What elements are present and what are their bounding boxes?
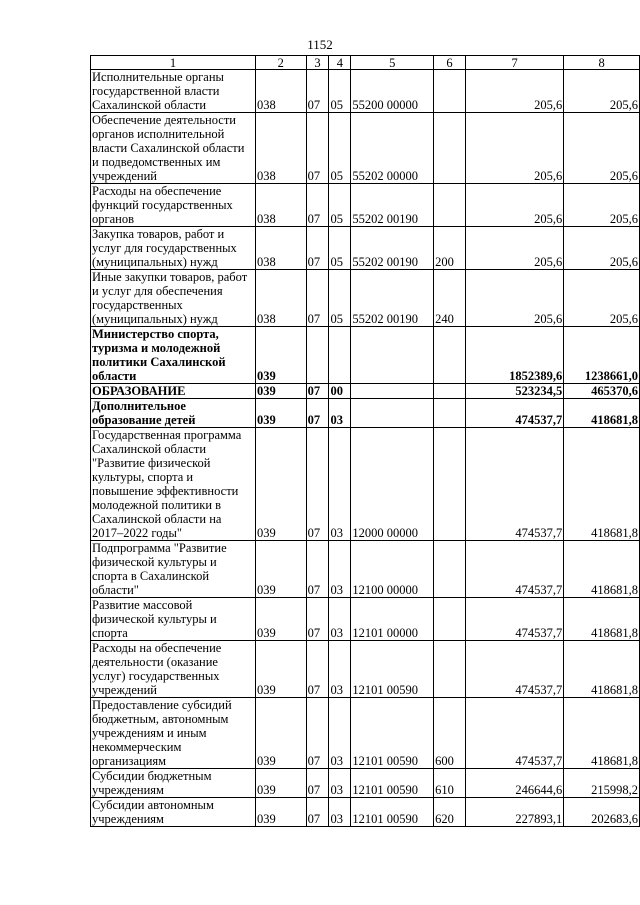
cell-name: Расходы на обеспечение деятельности (оказание услуг) государственных учреждений [91, 641, 256, 698]
cell-gr: 039 [256, 798, 307, 827]
header-cell: 7 [465, 56, 563, 70]
cell-csr [351, 327, 434, 384]
cell-rz: 07 [306, 541, 329, 598]
cell-name: Подпрограмма "Развитие физической культуры и спорта в Сахалинской области" [91, 541, 256, 598]
cell-sum-1: 246644,6 [465, 769, 563, 798]
cell-sum-1: 205,6 [465, 270, 563, 327]
cell-vr [434, 384, 466, 399]
cell-vr [434, 541, 466, 598]
cell-pr: 05 [329, 70, 351, 113]
table-row [91, 227, 640, 270]
cell-pr: 05 [329, 184, 351, 227]
cell-csr: 12101 00590 [351, 641, 434, 698]
table-body [91, 70, 640, 827]
cell-sum-2: 205,6 [564, 270, 640, 327]
cell-csr: 12101 00000 [351, 598, 434, 641]
cell-vr [434, 113, 466, 184]
cell-sum-2: 205,6 [564, 70, 640, 113]
cell-name: Министерство спорта, туризма и молодежной политики Сахалинской области [91, 327, 256, 384]
header-cell: 5 [351, 56, 434, 70]
cell-rz: 07 [306, 70, 329, 113]
cell-gr: 038 [256, 113, 307, 184]
cell-name: Развитие массовой физической культуры и спорта [91, 598, 256, 641]
table-row [91, 270, 640, 327]
cell-sum-1: 205,6 [465, 113, 563, 184]
cell-rz [306, 327, 329, 384]
cell-pr: 03 [329, 399, 351, 428]
cell-gr: 039 [256, 598, 307, 641]
cell-csr: 12100 00000 [351, 541, 434, 598]
cell-rz: 07 [306, 384, 329, 399]
cell-vr: 240 [434, 270, 466, 327]
cell-csr: 55202 00190 [351, 270, 434, 327]
cell-gr: 039 [256, 399, 307, 428]
cell-gr: 038 [256, 270, 307, 327]
table-row [91, 184, 640, 227]
table-row [91, 70, 640, 113]
cell-name: Закупка товаров, работ и услуг для государственных (муниципальных) нужд [91, 227, 256, 270]
table-row [91, 769, 640, 798]
cell-pr: 03 [329, 598, 351, 641]
cell-csr: 12101 00590 [351, 798, 434, 827]
cell-name: Субсидии автономным учреждениям [91, 798, 256, 827]
cell-gr: 039 [256, 541, 307, 598]
table-row [91, 113, 640, 184]
cell-pr: 03 [329, 769, 351, 798]
cell-vr [434, 70, 466, 113]
cell-gr: 039 [256, 641, 307, 698]
cell-sum-1: 227893,1 [465, 798, 563, 827]
cell-name: ОБРАЗОВАНИЕ [91, 384, 256, 399]
cell-sum-1: 474537,7 [465, 399, 563, 428]
header-row [91, 56, 640, 70]
cell-rz: 07 [306, 113, 329, 184]
cell-vr [434, 327, 466, 384]
cell-sum-1: 474537,7 [465, 598, 563, 641]
page-number: 1152 [307, 37, 333, 52]
table-row [91, 327, 640, 384]
cell-sum-2: 418681,8 [564, 428, 640, 541]
cell-sum-1: 205,6 [465, 70, 563, 113]
cell-rz: 07 [306, 227, 329, 270]
cell-vr: 610 [434, 769, 466, 798]
table-row [91, 428, 640, 541]
cell-csr: 12000 00000 [351, 428, 434, 541]
cell-sum-2: 202683,6 [564, 798, 640, 827]
table-row [91, 698, 640, 769]
header-cell: 8 [564, 56, 640, 70]
cell-sum-1: 474537,7 [465, 698, 563, 769]
header-cell: 1 [91, 56, 256, 70]
cell-csr: 55202 00190 [351, 184, 434, 227]
cell-pr: 03 [329, 698, 351, 769]
cell-gr: 039 [256, 327, 307, 384]
cell-gr: 039 [256, 428, 307, 541]
cell-name: Субсидии бюджетным учреждениям [91, 769, 256, 798]
cell-vr: 620 [434, 798, 466, 827]
table-row [91, 798, 640, 827]
cell-gr: 039 [256, 698, 307, 769]
cell-csr: 55202 00190 [351, 227, 434, 270]
cell-sum-2: 465370,6 [564, 384, 640, 399]
cell-pr: 03 [329, 798, 351, 827]
cell-gr: 038 [256, 70, 307, 113]
cell-gr: 038 [256, 184, 307, 227]
cell-rz: 07 [306, 270, 329, 327]
cell-pr: 03 [329, 641, 351, 698]
cell-sum-2: 215998,2 [564, 769, 640, 798]
cell-rz: 07 [306, 598, 329, 641]
table-row [91, 641, 640, 698]
cell-pr: 03 [329, 541, 351, 598]
cell-vr [434, 598, 466, 641]
cell-vr [434, 641, 466, 698]
cell-vr [434, 399, 466, 428]
cell-name: Исполнительные органы государственной власти Сахалинской области [91, 70, 256, 113]
table-row [91, 541, 640, 598]
cell-csr: 12101 00590 [351, 769, 434, 798]
cell-pr: 05 [329, 270, 351, 327]
cell-vr [434, 184, 466, 227]
budget-table [90, 55, 640, 827]
cell-rz: 07 [306, 698, 329, 769]
cell-csr: 55202 00000 [351, 113, 434, 184]
cell-csr: 12101 00590 [351, 698, 434, 769]
cell-sum-2: 1238661,0 [564, 327, 640, 384]
table-row [91, 384, 640, 399]
cell-sum-2: 205,6 [564, 184, 640, 227]
cell-rz: 07 [306, 399, 329, 428]
cell-vr: 600 [434, 698, 466, 769]
header-cell: 2 [256, 56, 307, 70]
header-cell: 6 [434, 56, 466, 70]
table-row [91, 598, 640, 641]
cell-pr: 03 [329, 428, 351, 541]
cell-sum-2: 205,6 [564, 113, 640, 184]
header-cell: 4 [329, 56, 351, 70]
cell-rz: 07 [306, 184, 329, 227]
table-row [91, 399, 640, 428]
cell-name: Обеспечение деятельности органов исполнительной власти Сахалинской области и подведомственных им учреждений [91, 113, 256, 184]
cell-sum-1: 205,6 [465, 227, 563, 270]
cell-rz: 07 [306, 798, 329, 827]
cell-csr [351, 399, 434, 428]
cell-rz: 07 [306, 641, 329, 698]
cell-csr [351, 384, 434, 399]
cell-name: Предоставление субсидий бюджетным, автономным учреждениям и иным некоммерческим организациям [91, 698, 256, 769]
cell-pr: 00 [329, 384, 351, 399]
cell-gr: 039 [256, 384, 307, 399]
header-cell: 3 [306, 56, 329, 70]
cell-rz: 07 [306, 769, 329, 798]
cell-gr: 039 [256, 769, 307, 798]
cell-sum-2: 418681,8 [564, 399, 640, 428]
cell-gr: 038 [256, 227, 307, 270]
cell-sum-1: 1852389,6 [465, 327, 563, 384]
cell-pr: 05 [329, 227, 351, 270]
cell-rz: 07 [306, 428, 329, 541]
cell-sum-2: 418681,8 [564, 698, 640, 769]
cell-vr [434, 428, 466, 541]
cell-name: Расходы на обеспечение функций государственных органов [91, 184, 256, 227]
cell-sum-1: 474537,7 [465, 641, 563, 698]
cell-csr: 55200 00000 [351, 70, 434, 113]
cell-pr: 05 [329, 113, 351, 184]
cell-name: Иные закупки товаров, работ и услуг для обеспечения государственных (муниципальных) нужд [91, 270, 256, 327]
cell-sum-2: 418681,8 [564, 641, 640, 698]
cell-sum-1: 205,6 [465, 184, 563, 227]
cell-name: Дополнительное образование детей [91, 399, 256, 428]
cell-pr [329, 327, 351, 384]
cell-sum-1: 474537,7 [465, 541, 563, 598]
cell-sum-2: 205,6 [564, 227, 640, 270]
cell-sum-1: 523234,5 [465, 384, 563, 399]
cell-sum-1: 474537,7 [465, 428, 563, 541]
cell-name: Государственная программа Сахалинской области "Развитие физической культуры, спорта и повышение эффективности молодежной политики в Сахалинской области на 2017–2022 годы" [91, 428, 256, 541]
cell-sum-2: 418681,8 [564, 541, 640, 598]
cell-sum-2: 418681,8 [564, 598, 640, 641]
cell-vr: 200 [434, 227, 466, 270]
